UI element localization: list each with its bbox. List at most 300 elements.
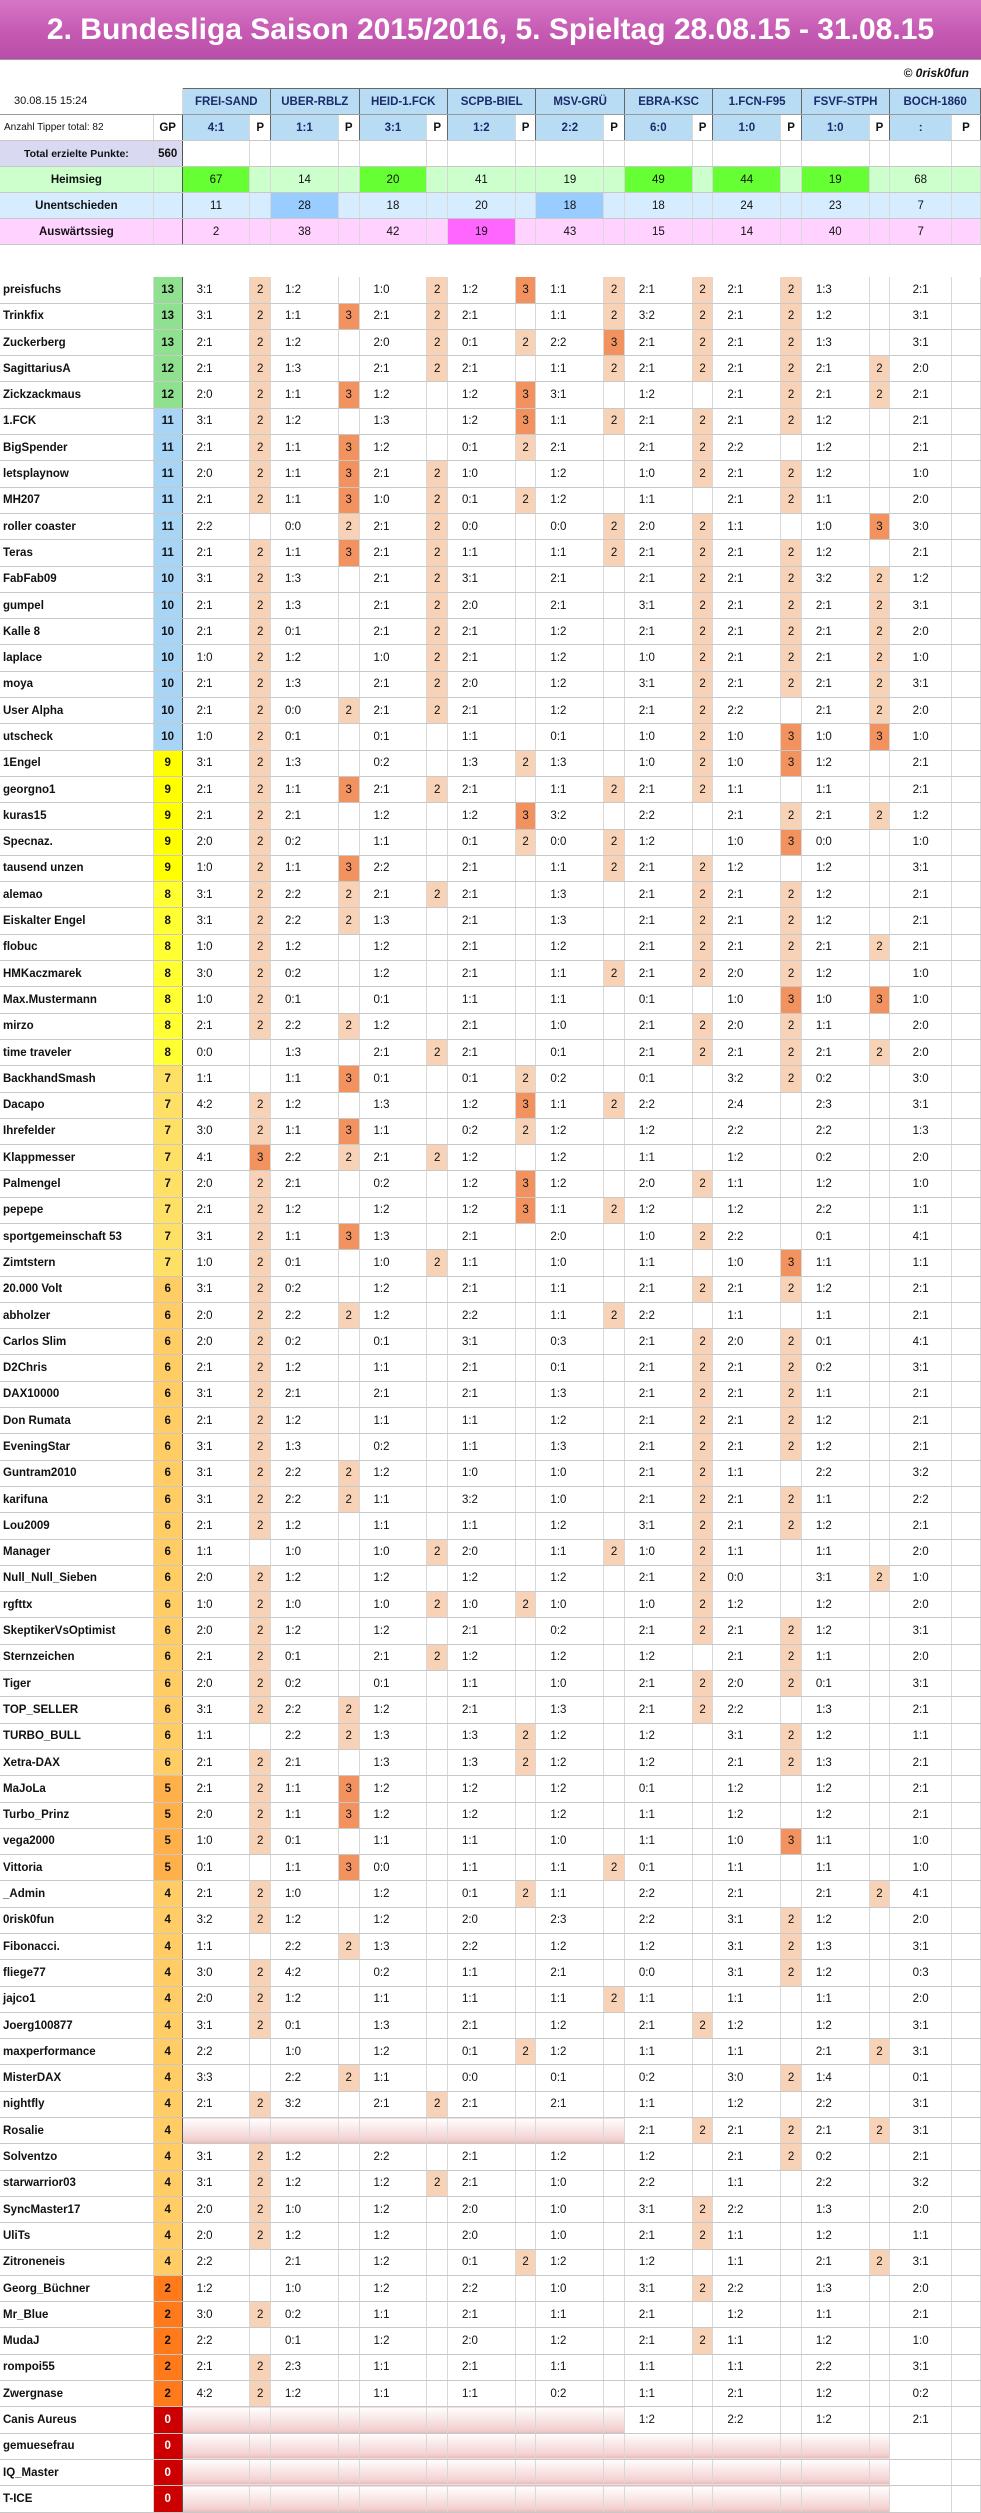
match-result-cell: : [890, 115, 952, 141]
player-points [781, 2302, 802, 2328]
player-tip: 0:2 [271, 1329, 339, 1355]
player-tip: 1:1 [359, 2065, 427, 2091]
player-tip: 3:1 [713, 1960, 781, 1986]
player-tip: 3:1 [713, 1723, 781, 1749]
player-points [869, 1381, 890, 1407]
player-points [250, 1855, 271, 1881]
player-row [0, 2249, 981, 2275]
player-gp: 6 [153, 1460, 182, 1486]
player-points: 2 [250, 698, 271, 724]
player-points [250, 2039, 271, 2065]
player-points [338, 1539, 359, 1565]
player-tip: 2:2 [801, 1460, 869, 1486]
player-tip: 2:1 [182, 671, 250, 697]
player-tip: 1:2 [801, 1776, 869, 1802]
player-points [427, 2275, 448, 2301]
player-tip: 2:1 [890, 908, 952, 934]
player-points [515, 645, 536, 671]
player-points [427, 1460, 448, 1486]
player-points [338, 2223, 359, 2249]
player-tip: 1:2 [801, 750, 869, 776]
player-points: 2 [692, 1171, 713, 1197]
empty-cell [604, 141, 625, 167]
player-tip: 1:1 [271, 540, 339, 566]
player-points [952, 435, 981, 461]
player-tip: 1:0 [890, 724, 952, 750]
player-row [0, 1013, 981, 1039]
player-tip: 2:1 [447, 961, 515, 987]
player-tip: 1:1 [624, 2381, 692, 2407]
player-tip: 1:0 [890, 961, 952, 987]
player-tip: 1:2 [447, 803, 515, 829]
player-points [604, 1644, 625, 1670]
player-points [692, 1145, 713, 1171]
player-tip: 2:1 [359, 2091, 427, 2117]
player-row [0, 1855, 981, 1881]
player-tip: 1:0 [271, 2196, 339, 2222]
player-tip: 1:0 [536, 1671, 604, 1697]
player-tip: 3:1 [890, 2354, 952, 2380]
player-row [0, 671, 981, 697]
player-points: 2 [692, 1460, 713, 1486]
player-name: Fibonacci. [0, 1934, 153, 1960]
player-points [250, 2328, 271, 2354]
player-name: T-ICE [0, 2486, 153, 2512]
player-tip: 1:2 [359, 2328, 427, 2354]
player-tip: 2:1 [713, 540, 781, 566]
player-tip: 1:0 [182, 934, 250, 960]
player-gp: 10 [153, 566, 182, 592]
stat-value-cell: 68 [890, 167, 952, 193]
player-tip: 1:1 [624, 1986, 692, 2012]
player-tip: 1:1 [536, 2302, 604, 2328]
player-tip: 1:0 [271, 2275, 339, 2301]
empty-cell [515, 141, 536, 167]
player-points [952, 566, 981, 592]
player-tip: 1:1 [801, 2302, 869, 2328]
empty-cell [781, 141, 802, 167]
player-tip [890, 2459, 952, 2485]
player-points [604, 1250, 625, 1276]
player-tip: 2:1 [713, 1881, 781, 1907]
player-points [250, 2407, 271, 2433]
player-row [0, 1960, 981, 1986]
team-name-cell: HEID-1.FCK [359, 89, 447, 115]
player-tip: 3:1 [713, 1907, 781, 1933]
player-row [0, 882, 981, 908]
player-tip: 3:1 [890, 592, 952, 618]
player-tip: 1:2 [359, 1460, 427, 1486]
player-points: 2 [250, 1881, 271, 1907]
player-tip: 2:2 [801, 2091, 869, 2117]
player-tip: 1:3 [801, 329, 869, 355]
player-tip: 0:0 [447, 2065, 515, 2091]
player-tip: 2:1 [182, 1776, 250, 1802]
player-points [604, 1697, 625, 1723]
player-row [0, 513, 981, 539]
player-points [427, 1197, 448, 1223]
player-points [338, 1250, 359, 1276]
player-points [781, 1460, 802, 1486]
player-tip: 2:1 [890, 382, 952, 408]
player-points [427, 1907, 448, 1933]
player-points [952, 329, 981, 355]
player-points [692, 1960, 713, 1986]
player-points [952, 1907, 981, 1933]
player-tip: 1:1 [271, 303, 339, 329]
points-header-cell: P [692, 115, 713, 141]
player-points: 2 [781, 1723, 802, 1749]
player-points: 3 [338, 461, 359, 487]
player-points [952, 908, 981, 934]
player-points [869, 1592, 890, 1618]
player-tip: 2:0 [182, 382, 250, 408]
player-points: 2 [781, 908, 802, 934]
player-tip: 1:1 [536, 987, 604, 1013]
total-points-label: Total erzielte Punkte: [0, 141, 153, 167]
player-tip: 1:2 [271, 408, 339, 434]
player-points [952, 2144, 981, 2170]
player-tip: 0:1 [447, 435, 515, 461]
points-header-cell: P [781, 115, 802, 141]
player-tip: 1:1 [271, 435, 339, 461]
player-points: 2 [692, 698, 713, 724]
player-tip: 1:0 [624, 1592, 692, 1618]
player-row [0, 1828, 981, 1854]
player-points: 2 [692, 1329, 713, 1355]
player-points [427, 855, 448, 881]
player-points [338, 566, 359, 592]
player-gp: 6 [153, 1302, 182, 1328]
player-tip: 2:0 [182, 829, 250, 855]
player-points [515, 1960, 536, 1986]
player-tip: 1:2 [536, 2012, 604, 2038]
player-points [692, 1828, 713, 1854]
player-tip: 2:1 [359, 619, 427, 645]
player-points [250, 2486, 271, 2512]
player-points: 2 [781, 408, 802, 434]
player-points [869, 1355, 890, 1381]
player-row [0, 2302, 981, 2328]
player-points [427, 1802, 448, 1828]
player-tip: 1:0 [447, 461, 515, 487]
player-tip: 1:0 [890, 829, 952, 855]
player-tip: 1:2 [713, 1145, 781, 1171]
player-tip: 1:1 [801, 776, 869, 802]
player-points: 2 [781, 592, 802, 618]
stat-pad-cell [781, 193, 802, 219]
player-tip: 2:1 [890, 1434, 952, 1460]
player-row [0, 2433, 981, 2459]
player-tip: 0:1 [447, 487, 515, 513]
player-points: 3 [781, 1828, 802, 1854]
player-points [427, 1408, 448, 1434]
player-points [515, 2486, 536, 2512]
player-tip: 2:0 [536, 1223, 604, 1249]
player-gp: 10 [153, 698, 182, 724]
stat-value-cell: 40 [801, 219, 869, 245]
player-tip: 1:2 [359, 2170, 427, 2196]
page-title: 2. Bundesliga Saison 2015/2016, 5. Spieltag 28.08.15 - 31.08.15 [0, 0, 981, 60]
player-tip: 1:0 [359, 1592, 427, 1618]
player-points: 2 [692, 750, 713, 776]
player-points: 2 [250, 1565, 271, 1591]
player-tip: 1:1 [624, 2039, 692, 2065]
player-points [952, 671, 981, 697]
player-points [338, 2328, 359, 2354]
player-tip: 1:3 [536, 1381, 604, 1407]
player-tip: 1:2 [536, 1118, 604, 1144]
player-points [692, 487, 713, 513]
player-tip: 2:1 [447, 1381, 515, 1407]
player-name: Eiskalter Engel [0, 908, 153, 934]
player-tip: 0:2 [271, 1276, 339, 1302]
player-tip: 1:0 [359, 645, 427, 671]
player-tip: 1:1 [271, 776, 339, 802]
player-tip: 1:3 [271, 1039, 339, 1065]
player-points [515, 1434, 536, 1460]
empty-cell [427, 141, 448, 167]
player-tip: 2:0 [447, 2328, 515, 2354]
player-tip: 1:3 [359, 1723, 427, 1749]
player-tip: 2:2 [624, 1302, 692, 1328]
player-row [0, 1565, 981, 1591]
player-tip: 1:2 [713, 1592, 781, 1618]
player-points [952, 750, 981, 776]
player-points [952, 2196, 981, 2222]
player-points [515, 1671, 536, 1697]
player-tip: 3:1 [890, 2091, 952, 2117]
player-tip: 1:0 [536, 1250, 604, 1276]
player-points: 2 [869, 2039, 890, 2065]
player-tip: 2:2 [713, 1697, 781, 1723]
player-points [869, 1723, 890, 1749]
player-tip: 1:3 [447, 1723, 515, 1749]
player-points: 2 [869, 2249, 890, 2275]
player-points: 2 [604, 1986, 625, 2012]
player-tip: 2:1 [801, 592, 869, 618]
player-points: 2 [781, 1671, 802, 1697]
player-points [515, 1934, 536, 1960]
player-tip: 1:1 [713, 1855, 781, 1881]
player-name: 1.FCK [0, 408, 153, 434]
player-tip: 1:2 [271, 277, 339, 303]
player-points [427, 1565, 448, 1591]
player-tip: 2:1 [890, 1802, 952, 1828]
player-tip: 2:1 [447, 2144, 515, 2170]
player-points [869, 1066, 890, 1092]
player-tip: 1:1 [447, 1828, 515, 1854]
player-tip: 2:2 [271, 1460, 339, 1486]
player-points: 2 [250, 724, 271, 750]
player-points [952, 1802, 981, 1828]
player-tip: 1:1 [359, 2302, 427, 2328]
player-tip: 1:1 [713, 2170, 781, 2196]
player-tip: 1:2 [801, 540, 869, 566]
player-tip: 2:2 [801, 2354, 869, 2380]
team-name-cell: UBER-RBLZ [271, 89, 359, 115]
player-name: tausend unzen [0, 855, 153, 881]
player-points [338, 2381, 359, 2407]
player-points [952, 1039, 981, 1065]
player-row [0, 2196, 981, 2222]
player-tip: 2:1 [713, 1644, 781, 1670]
player-tip: 3:0 [890, 513, 952, 539]
player-gp: 7 [153, 1118, 182, 1144]
player-tip: 1:3 [536, 882, 604, 908]
player-points [338, 356, 359, 382]
player-tip: 1:1 [801, 1986, 869, 2012]
player-row [0, 2486, 981, 2512]
stat-pad-cell [515, 167, 536, 193]
player-points [338, 2433, 359, 2459]
player-tip: 0:1 [271, 1644, 339, 1670]
player-tip: 2:0 [447, 2223, 515, 2249]
player-points: 3 [338, 540, 359, 566]
player-tip: 2:1 [359, 776, 427, 802]
player-gp: 10 [153, 671, 182, 697]
player-tip: 1:3 [271, 1434, 339, 1460]
stat-pad-cell [692, 219, 713, 245]
player-points: 2 [781, 1276, 802, 1302]
player-gp: 8 [153, 1039, 182, 1065]
player-tip: 1:2 [359, 1197, 427, 1223]
player-name: nightfly [0, 2091, 153, 2117]
player-tip: 2:2 [890, 1486, 952, 1512]
stat-pad-cell [250, 193, 271, 219]
player-tip: 1:1 [713, 2328, 781, 2354]
player-name: SyncMaster17 [0, 2196, 153, 2222]
player-points [781, 1302, 802, 1328]
player-row [0, 1223, 981, 1249]
stat-value-cell: 41 [447, 167, 515, 193]
player-tip: 1:2 [624, 2407, 692, 2433]
player-tip: 3:1 [624, 592, 692, 618]
player-row [0, 1934, 981, 1960]
player-gp: 6 [153, 1644, 182, 1670]
player-tip [624, 2459, 692, 2485]
player-points [338, 1171, 359, 1197]
player-points [604, 987, 625, 1013]
player-points [604, 2223, 625, 2249]
player-points [952, 1250, 981, 1276]
player-points: 2 [781, 961, 802, 987]
player-row [0, 356, 981, 382]
player-tip: 2:1 [713, 461, 781, 487]
player-points [952, 1408, 981, 1434]
player-name: Don Rumata [0, 1408, 153, 1434]
player-tip: 3:0 [713, 2065, 781, 2091]
player-tip: 3:1 [182, 882, 250, 908]
player-tip: 2:1 [536, 2091, 604, 2117]
stat-pad-cell [427, 167, 448, 193]
player-tip [182, 2459, 250, 2485]
player-tip: 2:1 [713, 934, 781, 960]
player-tip: 1:1 [801, 1381, 869, 1407]
player-tip: 1:1 [447, 540, 515, 566]
player-tip: 2:3 [536, 1907, 604, 1933]
player-tip: 1:2 [271, 2223, 339, 2249]
player-tip: 1:3 [271, 750, 339, 776]
player-row [0, 1197, 981, 1223]
player-gp: 2 [153, 2302, 182, 2328]
player-row [0, 1697, 981, 1723]
player-tip: 0:1 [447, 2249, 515, 2275]
player-tip: 1:1 [271, 1066, 339, 1092]
player-tip: 1:4 [801, 2065, 869, 2091]
player-points [781, 2249, 802, 2275]
player-tip: 1:1 [536, 303, 604, 329]
player-tip: 2:0 [447, 671, 515, 697]
player-tip: 1:1 [447, 1960, 515, 1986]
player-tip: 2:1 [182, 1408, 250, 1434]
player-points: 2 [515, 829, 536, 855]
player-tip: 2:1 [890, 277, 952, 303]
player-points [338, 1039, 359, 1065]
player-tip: 1:2 [447, 1197, 515, 1223]
player-points [781, 776, 802, 802]
stat-value-cell: 14 [271, 167, 339, 193]
player-points: 2 [250, 987, 271, 1013]
player-points: 3 [781, 750, 802, 776]
player-tip: 2:1 [271, 1171, 339, 1197]
player-tip: 1:0 [271, 1539, 339, 1565]
player-points [515, 776, 536, 802]
player-tip: 3:2 [713, 1066, 781, 1092]
player-tip: 1:1 [536, 408, 604, 434]
player-row [0, 1118, 981, 1144]
player-points [427, 1355, 448, 1381]
player-tip: 1:3 [536, 1697, 604, 1723]
player-name: Xetra-DAX [0, 1749, 153, 1775]
player-points [692, 1066, 713, 1092]
player-points [604, 2039, 625, 2065]
player-points: 2 [781, 540, 802, 566]
player-tip: 2:1 [536, 592, 604, 618]
player-points: 2 [250, 1749, 271, 1775]
player-points [604, 1013, 625, 1039]
player-points [869, 1776, 890, 1802]
player-points [604, 882, 625, 908]
player-points [952, 303, 981, 329]
match-result-cell: 3:1 [359, 115, 427, 141]
player-row [0, 776, 981, 802]
player-name: User Alpha [0, 698, 153, 724]
player-tip: 2:1 [713, 1618, 781, 1644]
player-tip: 1:2 [801, 1408, 869, 1434]
player-points [952, 1092, 981, 1118]
player-tip: 1:1 [182, 1934, 250, 1960]
player-gp: 6 [153, 1381, 182, 1407]
player-tip: 2:1 [801, 698, 869, 724]
player-tip: 2:2 [182, 513, 250, 539]
player-tip: 2:2 [624, 1881, 692, 1907]
stat-value-cell: 42 [359, 219, 427, 245]
spacer-row [0, 245, 981, 277]
player-tip: 2:1 [182, 2354, 250, 2380]
player-tip: 2:2 [271, 1723, 339, 1749]
player-points [952, 382, 981, 408]
player-tip: 1:1 [536, 1302, 604, 1328]
player-points: 2 [604, 277, 625, 303]
player-points: 2 [250, 2144, 271, 2170]
player-name: time traveler [0, 1039, 153, 1065]
player-gp: 10 [153, 645, 182, 671]
player-tip: 1:2 [713, 2302, 781, 2328]
points-header-cell: P [427, 115, 448, 141]
player-tip: 1:1 [713, 1171, 781, 1197]
player-tip: 1:0 [890, 987, 952, 1013]
